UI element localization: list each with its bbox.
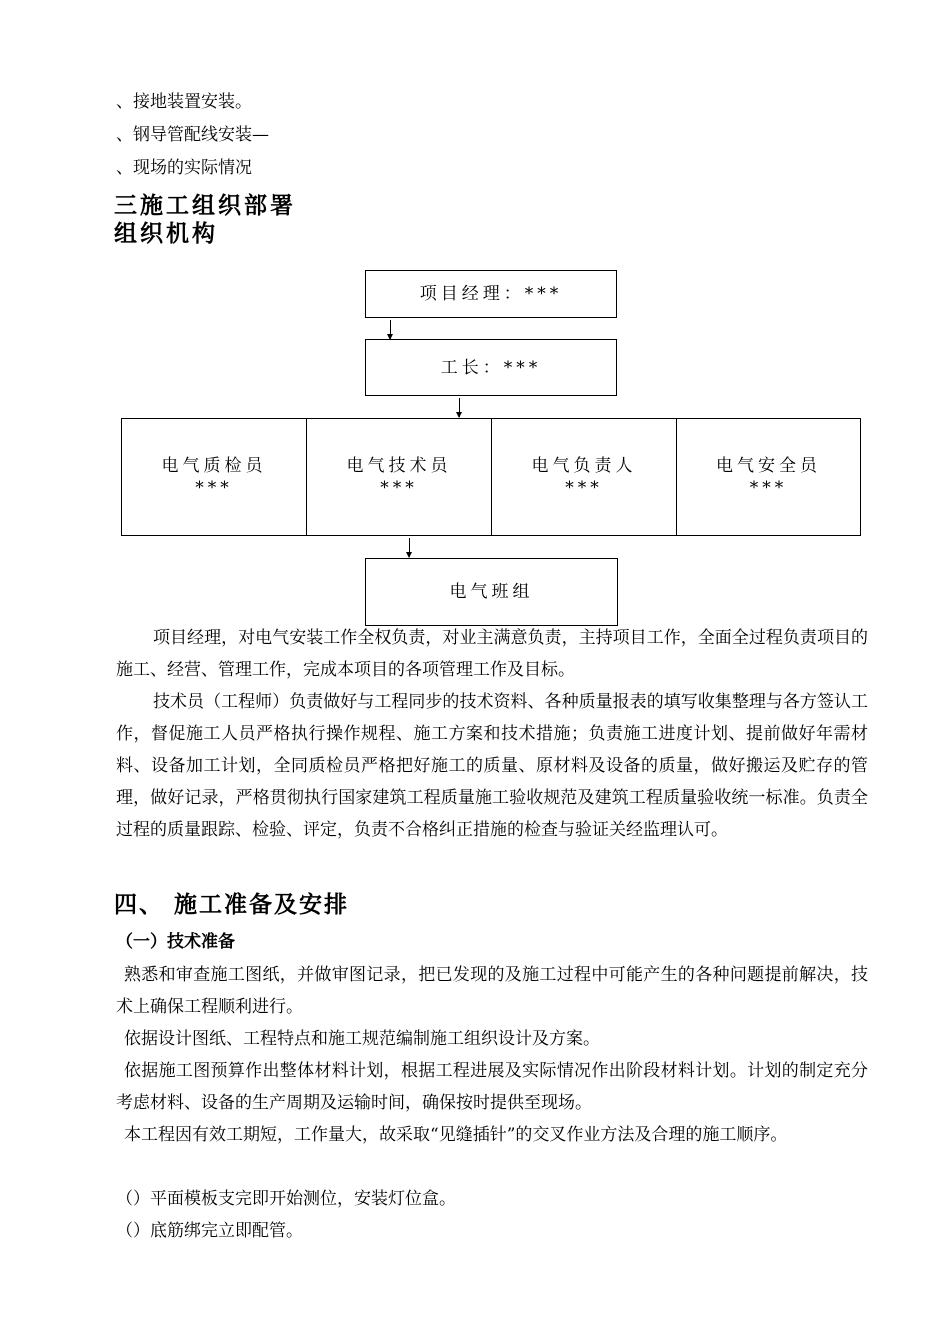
prep-paragraph-3: 依据施工图预算作出整体材料计划，根据工程进展及实际情况作出阶段材料计划。计划的制定充分考虑材料、设备的生产周期及运输时间，确保按时提供至现场。 <box>116 1061 868 1113</box>
arrow-down-icon <box>459 398 460 417</box>
technician-duty-paragraph: 技术员（工程师）负责做好与工程同步的技术资料、各种质量报表的填写收集整理与各方签认工作，督促施工人员严格执行操作规程、施工方案和技术措施；负责施工进度计划、提前做好年需材料、设备加工计划，全同质检员严格把好施工的质量、原材料及设备的质量，做好搬运及贮存的管理，做好记录，严格贯彻执行国家建筑工程质量施工验收规范及建筑工程质量验收统一标准。负责全过程的质量跟踪、检验、评定，负责不合格纠正措施的检查与验证关经监理认可。 <box>116 692 868 840</box>
role-name: *** <box>195 478 233 498</box>
role-title: 电气安全员 <box>716 456 821 476</box>
arrow-down-icon <box>409 538 410 557</box>
org-structure-heading: 组织机构 <box>114 221 218 247</box>
tech-prep-heading: （一）技术准备 <box>116 932 235 952</box>
prep-paragraph-1: 熟悉和审查施工图纸，并做审图记录，把已发现的及施工过程中可能产生的各种问题提前解决，技术上确保工程顺利进行。 <box>116 965 868 1017</box>
step-item: （）平面模板支完即开始测位，安装灯位盒。 <box>116 1189 456 1209</box>
role-box-technician <box>306 418 492 536</box>
section-4-heading: 四、 施工准备及安排 <box>114 892 350 918</box>
arrow-down-icon <box>390 320 391 339</box>
manager-box <box>365 270 617 318</box>
foreman-label: 工长：*** <box>440 357 542 378</box>
list-item: 、现场的实际情况 <box>116 158 252 178</box>
team-label: 电气班组 <box>449 582 534 602</box>
role-title: 电气技术员 <box>346 456 452 476</box>
role-box-quality-inspector <box>121 418 307 536</box>
role-name: *** <box>380 478 418 498</box>
manager-duty-paragraph: 项目经理，对电气安装工作全权负责，对业主满意负责，主持项目工作，全面全过程负责项目的施工、经营、管理工作，完成本项目的各项管理工作及目标。 <box>116 628 868 680</box>
role-name: *** <box>749 478 788 498</box>
step-item: （）底筋绑完立即配管。 <box>116 1221 303 1241</box>
role-title: 电气负责人 <box>531 456 637 476</box>
role-title: 电气质检员 <box>161 456 267 476</box>
section-3-heading: 三施工组织部署 <box>114 193 296 219</box>
role-name: *** <box>565 478 603 498</box>
list-item: 、接地装置安装。 <box>116 92 252 112</box>
role-box-person-in-charge <box>491 418 677 536</box>
role-box-safety-officer <box>676 418 861 536</box>
prep-paragraph-4: 本工程因有效工期短，工作量大，故采取“见缝插针”的交叉作业方法及合理的施工顺序。 <box>124 1125 788 1145</box>
list-item: 、钢导管配线安装— <box>116 125 269 145</box>
team-box <box>365 558 618 626</box>
foreman-box <box>365 339 617 396</box>
prep-paragraph-2: 依据设计图纸、工程特点和施工规范编制施工组织设计及方案。 <box>124 1029 600 1049</box>
manager-label: 项目经理：*** <box>419 284 563 304</box>
